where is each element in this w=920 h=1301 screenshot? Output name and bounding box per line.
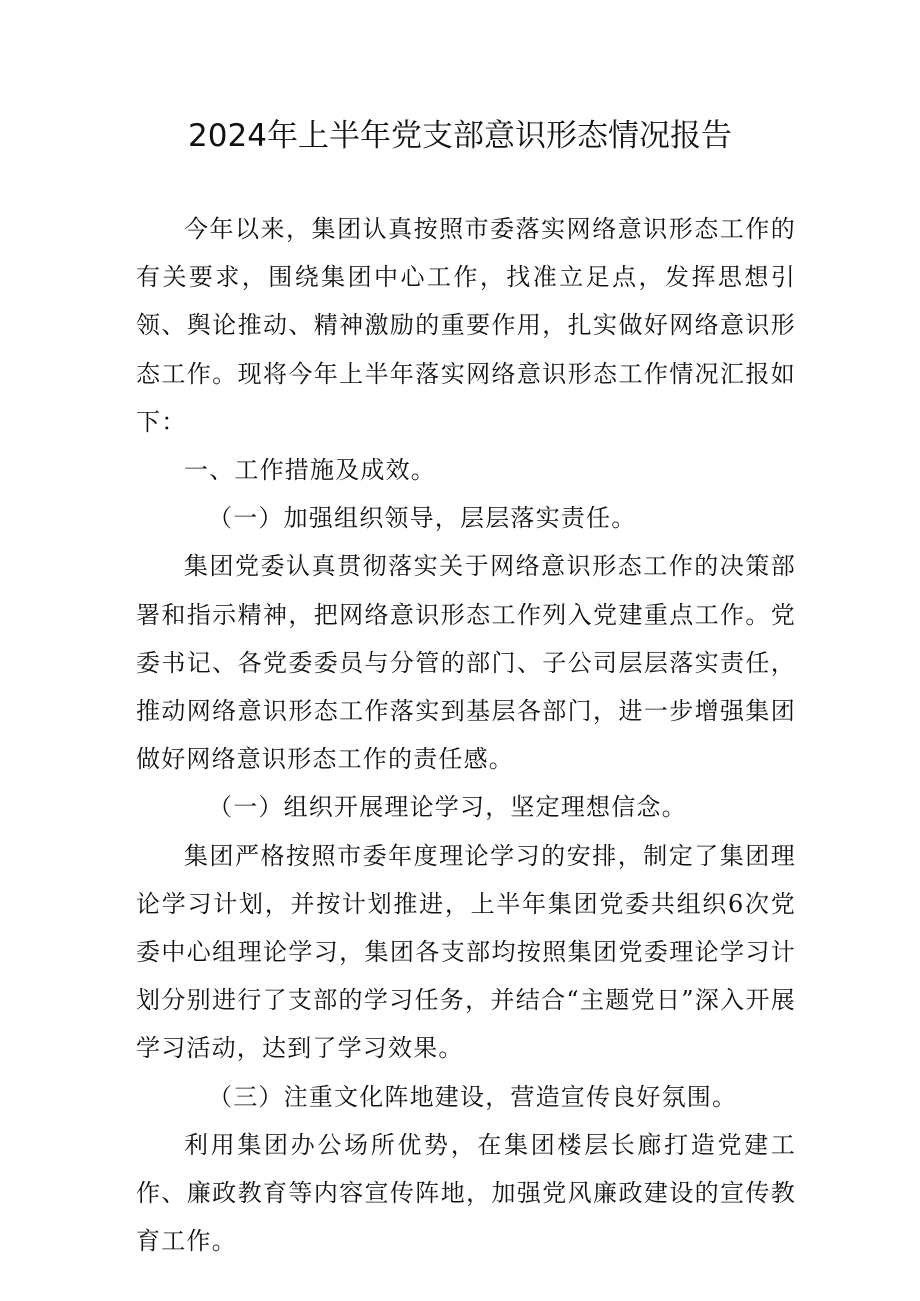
document-body bbox=[136, 205, 796, 1265]
subsection-heading-1: （一）加强组织领导，层层落实责任。 bbox=[208, 504, 637, 533]
paragraph-culture: 利用集团办公场所优势，在集团楼层长廊打造党建工作、廉政教育等内容宣传阵地，加强党风廉政建设的宣传教育工作。 bbox=[136, 1130, 796, 1256]
paragraph-theory-study: 集团严格按照市委年度理论学习的安排，制定了集团理论学习计划，并按计划推进，上半年集团党委共组织6次党委中心组理论学习，集团各支部均按照集团党委理论学习计划分别进行了支部的学习任务，并结合“主题党日”深入开展学习活动，达到了学习效果。 bbox=[136, 841, 796, 1063]
subsection-heading-2: （一）组织开展理论学习，坚定理想信念。 bbox=[208, 793, 687, 822]
subsection-heading-3: （三）注重文化阵地建设，营造宣传良好氛围。 bbox=[208, 1082, 738, 1111]
section-heading-1: 一、工作措施及成效。 bbox=[184, 456, 436, 485]
intro-paragraph: 今年以来，集团认真按照市委落实网络意识形态工作的有关要求，围绕集团中心工作，找准立足点，发挥思想引领、舆论推动、精神激励的重要作用，扎实做好网络意识形态工作。现将今年上半年落实网络意识形态工作情况汇报如下： bbox=[136, 215, 796, 436]
document-title: 2024年上半年党支部意识形态情况报告 bbox=[188, 118, 732, 154]
paragraph-organization: 集团党委认真贯彻落实关于网络意识形态工作的决策部署和指示精神，把网络意识形态工作列入党建重点工作。党委书记、各党委委员与分管的部门、子公司层层落实责任，推动网络意识形态工作落实到基层各部门，进一步增强集团做好网络意识形态工作的责任感。 bbox=[136, 552, 796, 774]
